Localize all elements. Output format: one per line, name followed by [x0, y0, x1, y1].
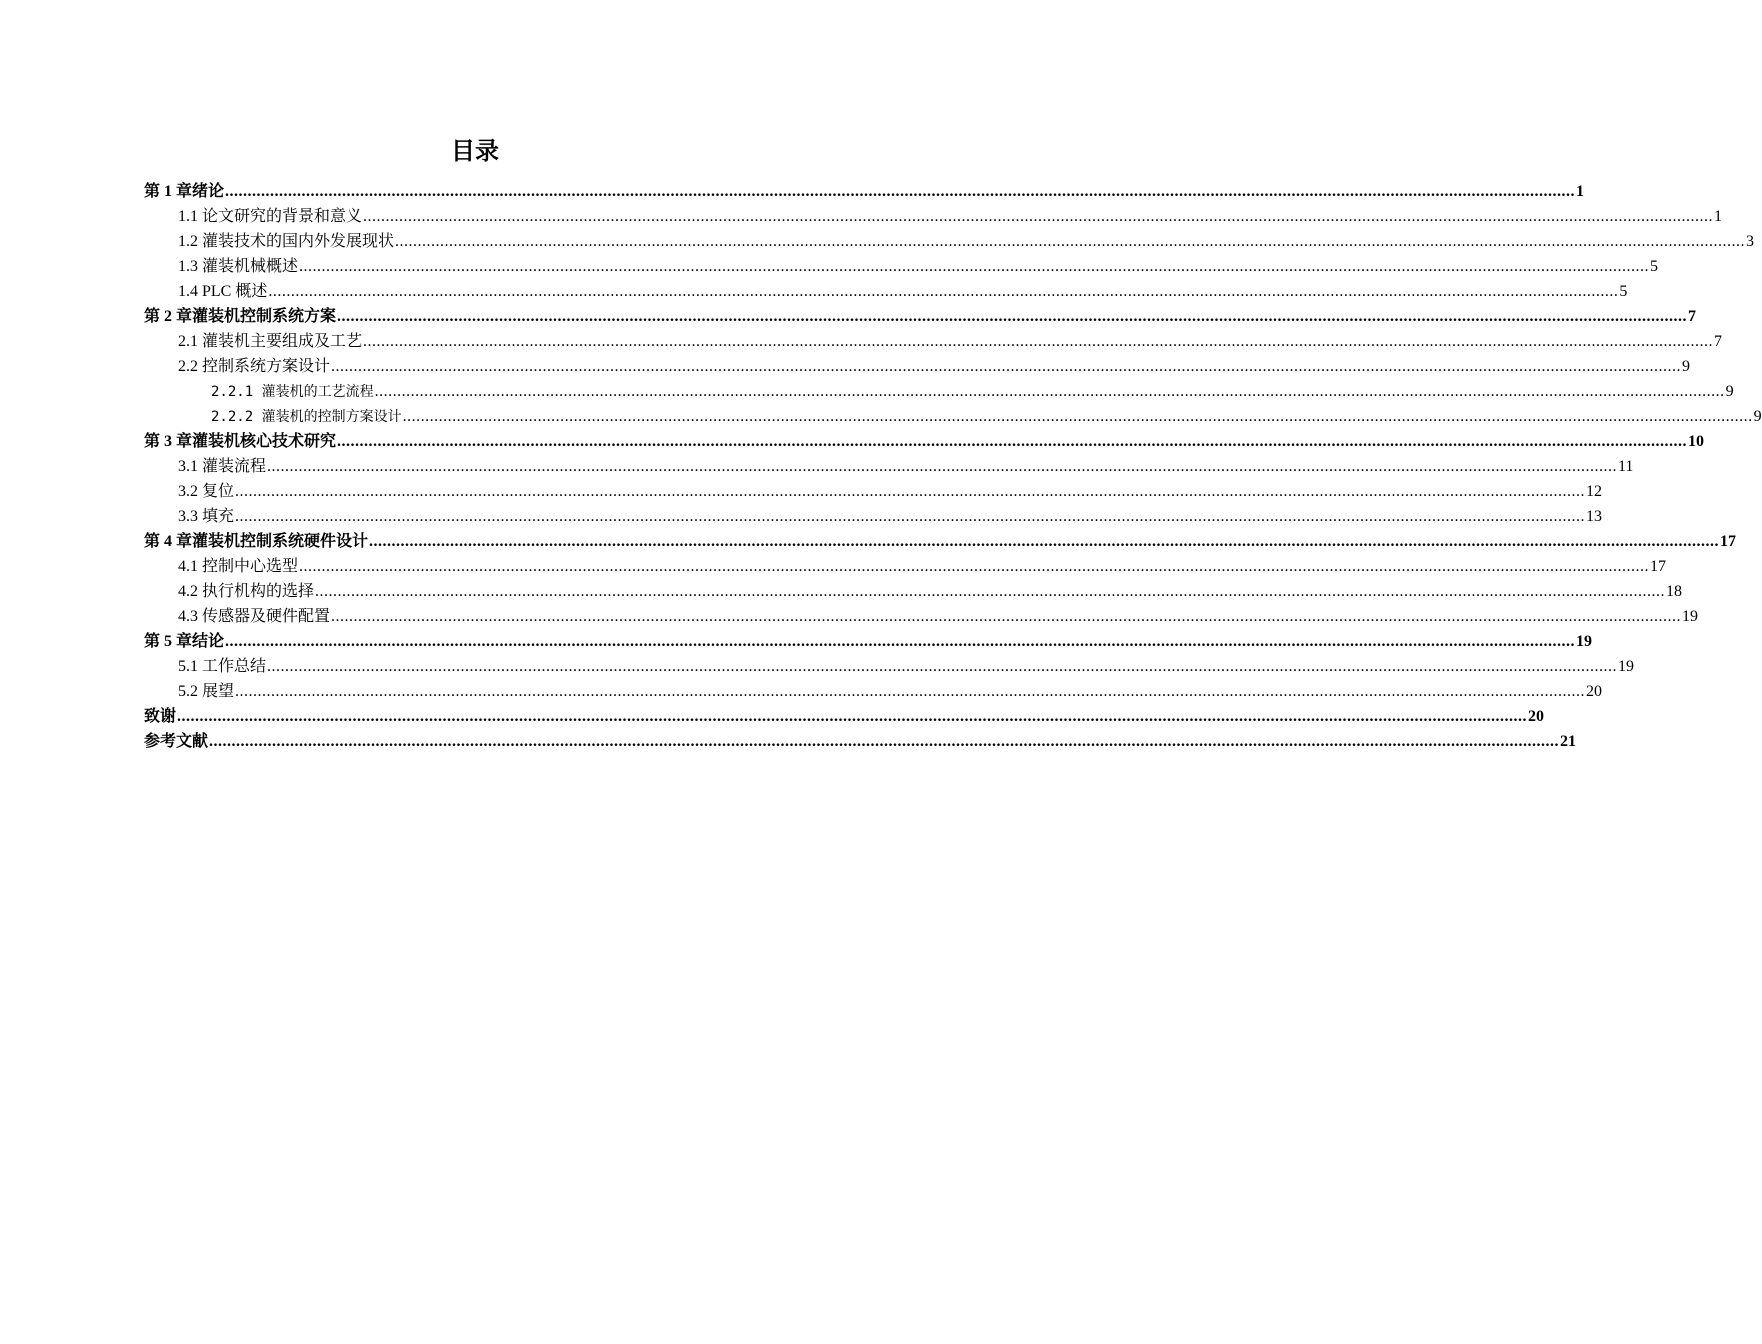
toc-entry-page-number: 1	[1714, 208, 1723, 225]
toc-entry-page-number: 9	[1725, 383, 1734, 400]
toc-entry[interactable]	[144, 202, 1723, 227]
toc-entry-page-number: 19	[1618, 658, 1635, 675]
dot-leader: ............................................................................................................................................................................................................................................................................................................	[177, 708, 1528, 725]
toc-entry-title: 5.1 工作总结	[178, 658, 267, 675]
toc-entry-title: 第 2 章灌装机控制系统方案	[144, 308, 337, 325]
dot-leader: ............................................................................................................................................................................................................................................................................................................	[299, 558, 1650, 575]
toc-entry-title: 第 3 章灌装机核心技术研究	[144, 433, 337, 450]
toc-entry-title: 1.3 灌装机械概述	[178, 258, 299, 275]
toc-entry-title: 3.3 填充	[178, 508, 235, 525]
toc-entry-page-number: 20	[1528, 708, 1545, 725]
toc-entry[interactable]	[144, 227, 1755, 252]
toc-entry-page-number: 12	[1586, 483, 1603, 500]
toc-entry-page-number: 5	[1650, 258, 1659, 275]
toc-entry-page-number: 9	[1682, 358, 1691, 375]
dot-leader: ............................................................................................................................................................................................................................................................................................................	[363, 208, 1714, 225]
toc-entry-page-number: 20	[1586, 683, 1603, 700]
toc-entry[interactable]	[144, 477, 1603, 502]
toc-entry-title: 第 4 章灌装机控制系统硬件设计	[144, 533, 369, 550]
toc-entry[interactable]	[144, 327, 1723, 352]
toc-entry[interactable]	[144, 452, 1634, 477]
dot-leader: ............................................................................................................................................................................................................................................................................................................	[235, 683, 1586, 700]
dot-leader: ............................................................................................................................................................................................................................................................................................................	[337, 433, 1688, 450]
toc-entry[interactable]	[144, 302, 1697, 327]
dot-leader: ............................................................................................................................................................................................................................................................................................................	[209, 733, 1560, 750]
toc-entry-page-number: 13	[1586, 508, 1603, 525]
toc-entry[interactable]	[144, 427, 1705, 452]
dot-leader: ............................................................................................................................................................................................................................................................................................................	[235, 508, 1586, 525]
toc-entry-page-number: 1	[1576, 183, 1585, 200]
toc-entry[interactable]	[144, 527, 1737, 552]
toc-entry[interactable]	[144, 577, 1683, 602]
dot-leader: ............................................................................................................................................................................................................................................................................................................	[331, 358, 1682, 375]
toc-entry[interactable]	[144, 677, 1603, 702]
toc-entry-title: 2.1 灌装机主要组成及工艺	[178, 333, 363, 350]
dot-leader: ............................................................................................................................................................................................................................................................................................................	[337, 308, 1688, 325]
dot-leader: ............................................................................................................................................................................................................................................................................................................	[267, 658, 1618, 675]
toc-entry[interactable]	[144, 727, 1577, 752]
toc-entry-title: 2.2.2 灌装机的控制方案设计	[211, 409, 402, 425]
dot-leader: ............................................................................................................................................................................................................................................................................................................	[331, 608, 1682, 625]
toc-entry-title: 1.2 灌装技术的国内外发展现状	[178, 233, 395, 250]
toc-entry-title: 第 1 章绪论	[144, 183, 225, 200]
toc-entry-title: 致谢	[144, 708, 177, 725]
toc-entry-page-number: 5	[1619, 283, 1628, 300]
dot-leader: ............................................................................................................................................................................................................................................................................................................	[225, 183, 1576, 200]
dot-leader: ............................................................................................................................................................................................................................................................................................................	[369, 533, 1720, 550]
toc-title: 目录	[451, 137, 499, 165]
dot-leader: ............................................................................................................................................................................................................................................................................................................	[235, 483, 1586, 500]
toc-entry-title: 参考文献	[144, 733, 209, 750]
toc-entry-page-number: 17	[1650, 558, 1667, 575]
toc-entry-page-number: 7	[1688, 308, 1697, 325]
toc-entry-title: 第 5 章结论	[144, 633, 225, 650]
dot-leader: ............................................................................................................................................................................................................................................................................................................	[267, 458, 1618, 475]
dot-leader: ............................................................................................................................................................................................................................................................................................................	[225, 633, 1576, 650]
toc-entry[interactable]	[144, 552, 1667, 577]
toc-entry-page-number: 11	[1618, 458, 1634, 475]
dot-leader: ............................................................................................................................................................................................................................................................................................................	[299, 258, 1650, 275]
dot-leader: ............................................................................................................................................................................................................................................................................................................	[402, 408, 1753, 425]
toc-entry[interactable]	[144, 277, 1628, 302]
toc-entry-page-number: 7	[1714, 333, 1723, 350]
toc-entry-title: 1.4 PLC 概述	[178, 283, 268, 300]
toc-entry[interactable]	[144, 352, 1691, 377]
dot-leader: ............................................................................................................................................................................................................................................................................................................	[374, 383, 1725, 400]
toc-entry-page-number: 10	[1688, 433, 1705, 450]
toc-entry-page-number: 9	[1753, 408, 1762, 425]
toc-entry-title: 1.1 论文研究的背景和意义	[178, 208, 363, 225]
toc-entry[interactable]	[144, 627, 1593, 652]
table-of-contents	[144, 177, 1762, 752]
toc-entry[interactable]	[144, 177, 1585, 202]
toc-entry-title: 4.2 执行机构的选择	[178, 583, 315, 600]
toc-entry[interactable]	[144, 377, 1734, 402]
toc-entry-page-number: 3	[1746, 233, 1755, 250]
toc-entry-title: 2.2 控制系统方案设计	[178, 358, 331, 375]
toc-entry-page-number: 21	[1560, 733, 1577, 750]
toc-entry-title: 3.1 灌装流程	[178, 458, 267, 475]
toc-entry[interactable]	[144, 702, 1545, 727]
toc-entry-title: 4.3 传感器及硬件配置	[178, 608, 331, 625]
toc-entry-page-number: 18	[1666, 583, 1683, 600]
dot-leader: ............................................................................................................................................................................................................................................................................................................	[268, 283, 1619, 300]
toc-entry[interactable]	[144, 402, 1762, 427]
toc-entry-title: 5.2 展望	[178, 683, 235, 700]
toc-entry-title: 3.2 复位	[178, 483, 235, 500]
toc-entry[interactable]	[144, 252, 1659, 277]
toc-entry[interactable]	[144, 652, 1635, 677]
dot-leader: ............................................................................................................................................................................................................................................................................................................	[395, 233, 1746, 250]
toc-entry[interactable]	[144, 602, 1699, 627]
dot-leader: ............................................................................................................................................................................................................................................................................................................	[363, 333, 1714, 350]
toc-entry-page-number: 19	[1682, 608, 1699, 625]
toc-entry-page-number: 19	[1576, 633, 1593, 650]
toc-entry[interactable]	[144, 502, 1603, 527]
toc-entry-title: 4.1 控制中心选型	[178, 558, 299, 575]
toc-entry-title: 2.2.1 灌装机的工艺流程	[211, 384, 374, 400]
dot-leader: ............................................................................................................................................................................................................................................................................................................	[315, 583, 1666, 600]
toc-entry-page-number: 17	[1720, 533, 1737, 550]
